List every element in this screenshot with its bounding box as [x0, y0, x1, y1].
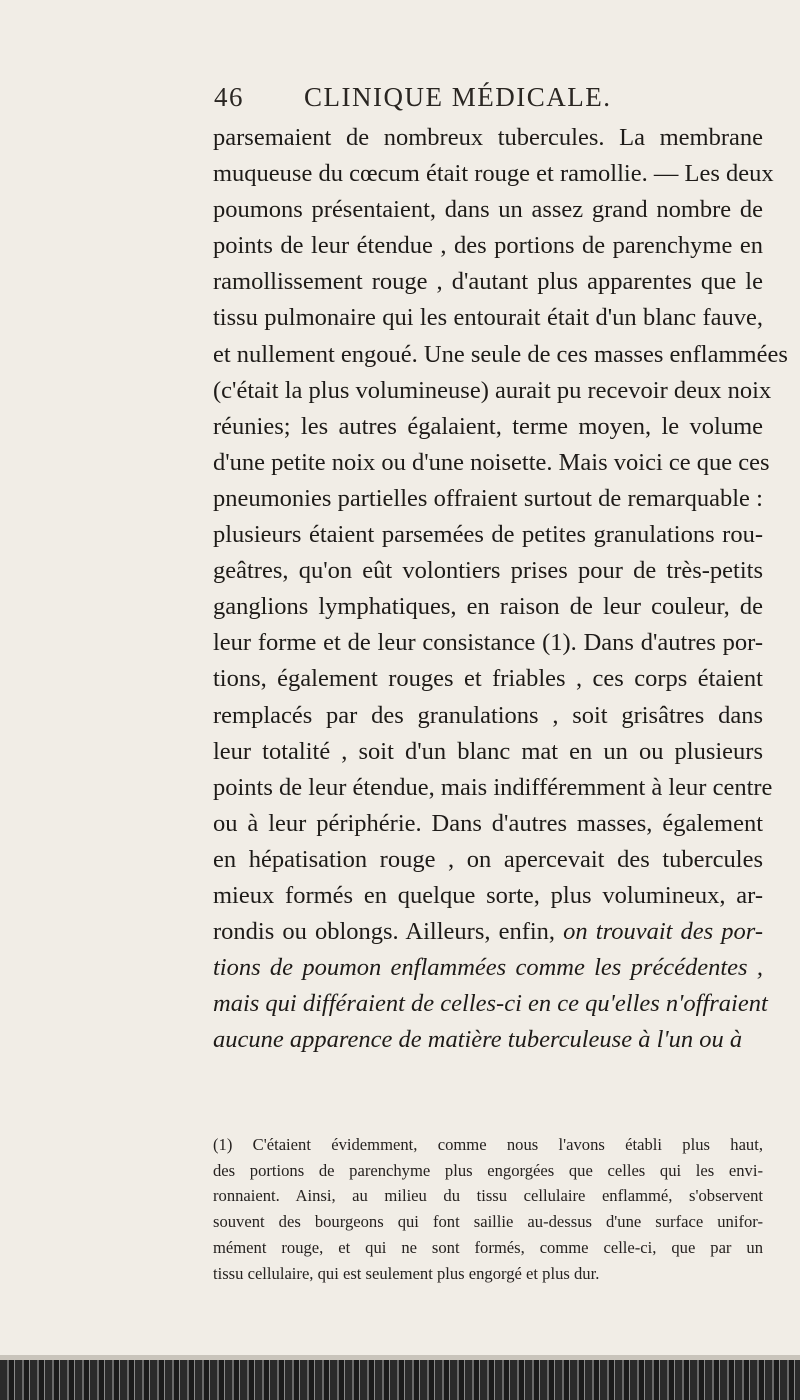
- text-line: et nullement engoué. Une seule de ces masses enflammées: [213, 340, 788, 368]
- text-line: leur forme et de leur consistance (1). Dans d'autres por-: [213, 629, 763, 657]
- text-line: points de leur étendue , des portions de parenchyme en: [213, 232, 763, 260]
- text-line: tissu pulmonaire qui les entourait était d'un blanc fauve,: [213, 304, 763, 332]
- text-line: remplacés par des granulations , soit grisâtres dans: [213, 701, 763, 729]
- text-line: plusieurs étaient parsemées de petites granulations rou-: [213, 521, 763, 549]
- text-line: d'une petite noix ou d'une noisette. Mais voici ce que ces: [213, 448, 770, 476]
- text-line: geâtres, qu'on eût volontiers prises pour de très-petits: [213, 557, 763, 585]
- text-line: en hépatisation rouge , on apercevait des tubercules: [213, 845, 763, 873]
- italic-line: mais qui différaient de celles-ci en ce qu'elles n'offraient: [213, 990, 768, 1018]
- text-line: ganglions lymphatiques, en raison de leur couleur, de: [213, 593, 763, 621]
- footnote-line: des portions de parenchyme plus engorgées que celles qui les envi-: [213, 1160, 763, 1180]
- text-run: rondis ou oblongs. Ailleurs, enfin,: [213, 918, 556, 946]
- footnote-line: (1) C'étaient évidemment, comme nous l'avons établi plus haut,: [213, 1135, 763, 1154]
- text-line-mixed: [213, 914, 763, 950]
- main-text: [213, 120, 788, 1058]
- text-line: ramollissement rouge , d'autant plus apparentes que le: [213, 268, 763, 296]
- page-number: 46: [214, 82, 244, 112]
- running-title: CLINIQUE MÉDICALE.: [304, 82, 612, 112]
- footnote-line: mément rouge, et qui ne sont formés, comme celle-ci, que par un: [213, 1237, 763, 1257]
- italic-run: on trouvait des por-: [563, 918, 763, 946]
- text-line: muqueuse du cœcum était rouge et ramollie. — Les deux: [213, 160, 774, 188]
- italic-line: tions de poumon enflammées comme les précédentes ,: [213, 954, 763, 982]
- footnote-line: ronnaient. Ainsi, au milieu du tissu cellulaire enflammé, s'observent: [213, 1186, 763, 1206]
- text-line: réunies; les autres égalaient, terme moyen, le volume: [213, 412, 763, 440]
- text-line: tions, également rouges et friables , ces corps étaient: [213, 665, 763, 693]
- scan-edge-strip: [0, 1360, 800, 1400]
- text-line: mieux formés en quelque sorte, plus volumineux, ar-: [213, 881, 763, 909]
- footnote-line: souvent des bourgeons qui font saillie au-dessus d'une surface unifor-: [213, 1212, 763, 1232]
- text-line: points de leur étendue, mais indifféremment à leur centre: [213, 773, 773, 801]
- italic-line: aucune apparence de matière tuberculeuse à l'un ou à: [213, 1026, 743, 1054]
- text-line: pneumonies partielles offraient surtout de remarquable :: [213, 484, 763, 512]
- page-header: [214, 82, 714, 113]
- text-line: (c'était la plus volumineuse) aurait pu recevoir deux noix: [213, 376, 772, 404]
- text-line: parsemaient de nombreux tubercules. La membrane: [213, 124, 763, 151]
- text-line: poumons présentaient, dans un assez grand nombre de: [213, 196, 763, 224]
- footnote-line: tissu cellulaire, qui est seulement plus engorgé et plus dur.: [213, 1263, 600, 1283]
- footnote: [213, 1132, 763, 1286]
- text-line: leur totalité , soit d'un blanc mat en un ou plusieurs: [213, 737, 763, 765]
- text-line: ou à leur périphérie. Dans d'autres masses, également: [213, 809, 763, 837]
